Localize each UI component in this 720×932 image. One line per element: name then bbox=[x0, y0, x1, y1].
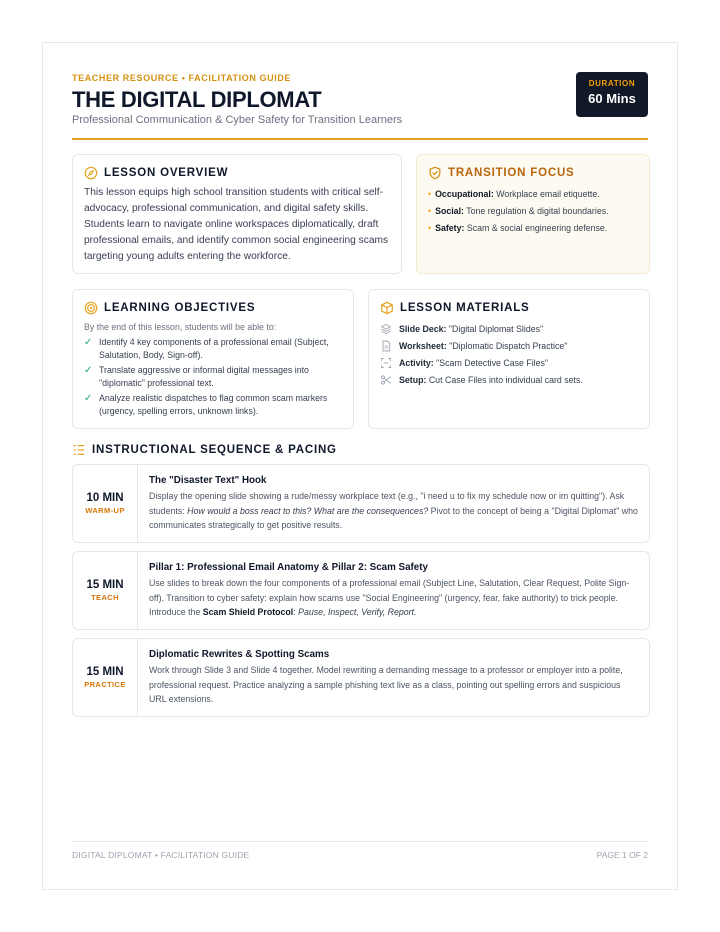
duration-badge bbox=[576, 72, 648, 117]
material-text: "Scam Detective Case Files" bbox=[436, 357, 549, 368]
objectives-list bbox=[84, 336, 345, 421]
sequence-heading bbox=[72, 443, 337, 457]
document-icon bbox=[380, 340, 392, 352]
step-title: The "Disaster Text" Hook bbox=[149, 475, 267, 486]
step-phase: WARM-UP bbox=[85, 506, 125, 515]
target-icon bbox=[84, 301, 98, 315]
material-label: Worksheet: bbox=[399, 340, 447, 351]
duration-value: 60 Mins bbox=[588, 91, 636, 106]
transition-focus-heading bbox=[428, 166, 575, 180]
transition-focus-card bbox=[416, 154, 650, 274]
material-text: "Digital Diplomat Slides" bbox=[448, 323, 544, 334]
scissors-icon bbox=[380, 374, 392, 386]
list-item bbox=[84, 336, 345, 361]
list-item bbox=[84, 364, 345, 389]
objective-text: Identify 4 key components of a professional email (Subject, Salutation, Body, Sign-off). bbox=[99, 337, 329, 360]
focus-text: Scam & social engineering defense. bbox=[466, 223, 608, 233]
sequence-step bbox=[72, 638, 650, 717]
page-number: PAGE 1 OF 2 bbox=[596, 850, 648, 860]
learning-objectives-card bbox=[72, 289, 354, 429]
eyebrow-label: TEACHER RESOURCE • FACILITATION GUIDE bbox=[72, 73, 292, 83]
lesson-overview-text: This lesson equips high school transition students with critical self-advocacy, professional communication, and digital safety skills. Students learn to navigate online workspaces diplomatically, draft professional emails, and identify common social engineering scams targeting young adults entering the workforce. bbox=[84, 187, 389, 262]
objective-text: Translate aggressive or informal digital messages into "diplomatic" professional text. bbox=[99, 365, 309, 388]
lesson-overview-heading bbox=[84, 166, 228, 180]
step-text: Display the opening slide showing a rude/messy workplace text (e.g., "i need u to fix my schedule now or im quitting"). Ask students: bbox=[149, 491, 625, 516]
step-content bbox=[149, 649, 639, 707]
step-title: Diplomatic Rewrites & Spotting Scams bbox=[149, 649, 330, 660]
footer-divider bbox=[72, 841, 648, 842]
step-body bbox=[149, 489, 639, 533]
check-icon: ✓ bbox=[84, 337, 93, 348]
lesson-overview-title: LESSON OVERVIEW bbox=[104, 167, 229, 179]
page-subtitle: Professional Communication & Cyber Safety for Transition Learners bbox=[72, 114, 403, 126]
list-item: • Social: Tone regulation & digital boundaries. bbox=[428, 206, 609, 216]
page-title: THE DIGITAL DIPLOMAT bbox=[72, 87, 322, 112]
list-item bbox=[380, 320, 641, 337]
step-content bbox=[149, 562, 639, 620]
step-text: Work through Slide 3 and Slide 4 together. Model rewriting a demanding message to a professor or employer into a polite, professional request. Practice analyzing a sample phishing text live as a class, pointing out spelling errors and suspicious URL extensions. bbox=[149, 665, 623, 704]
duration-label: DURATION bbox=[588, 79, 636, 88]
list-item bbox=[380, 354, 641, 371]
list-item bbox=[84, 392, 345, 417]
focus-label: Social: bbox=[435, 206, 464, 216]
list-icon bbox=[72, 443, 86, 457]
step-time bbox=[73, 465, 138, 542]
list-item: • Safety: Scam & social engineering defense. bbox=[428, 223, 608, 233]
compass-icon bbox=[84, 166, 98, 180]
step-body bbox=[149, 663, 639, 707]
step-text: : bbox=[293, 607, 299, 617]
step-emphasis: Pause, Inspect, Verify, Report. bbox=[298, 607, 417, 617]
scan-icon bbox=[380, 357, 392, 369]
list-item: • Occupational: Workplace email etiquette. bbox=[428, 189, 600, 199]
step-emphasis: How would a boss react to this? What are the consequences? bbox=[187, 505, 429, 516]
step-minutes: 15 MIN bbox=[86, 579, 124, 591]
material-label: Setup: bbox=[399, 374, 427, 385]
step-phase: TEACH bbox=[91, 593, 119, 602]
material-text: Cut Case Files into individual card sets. bbox=[428, 374, 583, 385]
lesson-materials-card bbox=[368, 289, 650, 429]
lesson-materials-heading bbox=[380, 301, 530, 315]
focus-text: Tone regulation & digital boundaries. bbox=[466, 206, 609, 216]
sequence-step bbox=[72, 551, 650, 630]
materials-list bbox=[380, 320, 641, 388]
sequence-title: INSTRUCTIONAL SEQUENCE & PACING bbox=[92, 444, 337, 456]
header-divider bbox=[72, 138, 648, 140]
list-item bbox=[380, 371, 641, 388]
objective-text: Analyze realistic dispatches to flag common scam markers (urgency, spelling errors, unknown links). bbox=[99, 393, 328, 416]
learning-objectives-heading bbox=[84, 301, 255, 315]
lesson-overview-card bbox=[72, 154, 402, 274]
check-icon: ✓ bbox=[84, 365, 93, 377]
step-phase: PRACTICE bbox=[84, 680, 126, 689]
step-title: Pillar 1: Professional Email Anatomy & Pillar 2: Scam Safety bbox=[149, 562, 428, 573]
step-content bbox=[149, 475, 639, 533]
layers-icon bbox=[380, 323, 392, 335]
material-text: "Diplomatic Dispatch Practice" bbox=[449, 340, 568, 351]
material-label: Slide Deck: bbox=[399, 323, 447, 334]
objectives-intro: By the end of this lesson, students will be able to: bbox=[84, 322, 277, 332]
footer-title: DIGITAL DIPLOMAT • FACILITATION GUIDE bbox=[72, 850, 250, 860]
step-time bbox=[73, 639, 138, 716]
box-icon bbox=[380, 301, 394, 315]
step-body bbox=[149, 576, 639, 620]
shield-check-icon bbox=[428, 166, 442, 180]
document-page bbox=[42, 42, 678, 890]
material-label: Activity: bbox=[399, 357, 434, 368]
step-strong: Scam Shield Protocol bbox=[202, 607, 294, 617]
step-text: Pivot to the concept of being a "Digital Diplomat" who communicates strategically to get positive results. bbox=[149, 505, 638, 530]
learning-objectives-title: LEARNING OBJECTIVES bbox=[104, 302, 256, 314]
step-minutes: 10 MIN bbox=[86, 492, 124, 504]
focus-label: Occupational: bbox=[435, 189, 494, 199]
step-text: Use slides to break down the four components of a professional email (Subject Line, Salutation, Clear Request, Polite Sign-off). Transition to cyber safety: explain how scams use "Social Engineering" (urgency, fear, fake authority) to trick people. Introduce the bbox=[149, 578, 630, 617]
focus-label: Safety: bbox=[435, 223, 465, 233]
transition-focus-title: TRANSITION FOCUS bbox=[448, 167, 575, 179]
transition-focus-list bbox=[428, 186, 641, 237]
sequence-step bbox=[72, 464, 650, 543]
list-item bbox=[380, 337, 641, 354]
check-icon: ✓ bbox=[84, 393, 93, 405]
lesson-materials-title: LESSON MATERIALS bbox=[400, 302, 530, 314]
focus-text: Workplace email etiquette. bbox=[496, 189, 600, 199]
step-time bbox=[73, 552, 138, 629]
step-minutes: 15 MIN bbox=[86, 666, 124, 678]
